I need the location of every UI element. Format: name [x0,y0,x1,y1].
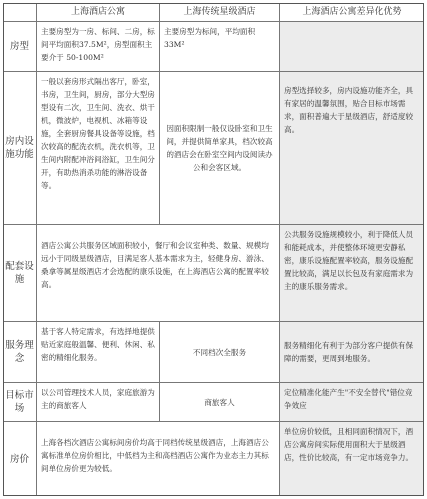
cell-advantage: 单位房价较低，且相同面积情况下，酒店公寓房间实际使用面积大于星级酒店，性价比较高，有一定市场竞争力。 [280,422,424,496]
row-label: 房价 [3,422,37,496]
header-star-hotel: 上海传统星级酒店 [160,3,280,21]
cell-advantage: 房型选择较多，房内设施功能齐全，具有家居的温馨氛围，贴合目标市场需求，面积普遍大于星级酒店，舒适度较高。 [280,72,424,224]
cell-advantage [280,22,424,71]
cell-advantage: 定位精准化能产生"不安全替代"错位竞争效应 [280,383,424,421]
header-advantage: 上海酒店公寓差异化优势 [280,3,424,21]
cell-apartment: 以公司管理技术人员，家庭旅游为主的商旅客人 [37,383,160,421]
table-row-service-philosophy [3,322,424,383]
row-label: 目标市场 [3,383,37,421]
table-header-row [3,3,424,22]
cell-star-hotel: 商旅客人 [160,383,280,421]
table-row-room-type [3,22,424,72]
header-hotel-apartment: 上海酒店公寓 [37,3,160,21]
header-corner [3,3,37,21]
table-row-target-market [3,383,424,422]
table-row-room-facilities [3,72,424,225]
cell-apartment: 一般以套房形式隔出客厅，卧室，书房，卫生间，厨房，部分大型房型设有二次，卫生间、洗衣、烘干机，微波炉，电视机、冰箱等设施，全套厨房餐具设备等设施，档次较高的配洗衣机，洗衣机等，卫生间内附配冲浴间浴缸，卫生间分开，有助热消杀功能的淋浴设备等。 [37,72,160,224]
cell-star-hotel: 不同档次全服务 [160,322,280,382]
cell-apartment: 酒店公寓公共服务区域面积较小，餐厅和会议室种类、数量、规模均远小于同级星级酒店，目满足客人基本需求为主，轻健身房、游泳、桑拿等属星级酒店才会选配的康乐设施，在上海酒店公寓的配置率较高。 [37,225,280,321]
row-label: 配套设施 [3,225,37,321]
table-row-supporting-facilities [3,225,424,322]
row-label: 房型 [3,22,37,71]
cell-apartment: 上海各档次酒店公寓标间房价均高于同档传统星级酒店，上海酒店公寓标准单位房价相比，中低档为主和高档酒店公寓作为业态主力其标间单位房价更为较低。 [37,422,280,496]
cell-star-hotel: 主要房型为标间，平均面积33M² [160,22,280,71]
comparison-table [3,3,424,496]
table-row-room-price [3,422,424,496]
cell-advantage: 服务精细化有利于为部分客户提供有保障的需要，更周到地服务。 [280,322,424,382]
cell-apartment: 主要房型为一房、标间、二房，标间平均面积37.5M²，房型面积主要介于 50-100M² [37,22,160,71]
row-label: 服务理念 [3,322,37,382]
cell-apartment: 基于客人特定需求，有选择地提供贴近家庭般温馨、便利、休闲、私密的精细化服务。 [37,322,160,382]
cell-star-hotel: 因面积限制一般仅设卧室和卫生间，并提供简单家具，档次较高的酒店会在卧室空间内设阅读办公和会客区域。 [160,72,280,224]
cell-advantage: 公共服务设施规模较小，利于降低人员和能耗成本，并使整体环境更安静私密，康乐设施配置率较高，服务设施配置比较高，满足以长包及有家庭需求为主的康乐服务需求。 [280,225,424,321]
row-label: 房内设施功能 [3,72,37,224]
